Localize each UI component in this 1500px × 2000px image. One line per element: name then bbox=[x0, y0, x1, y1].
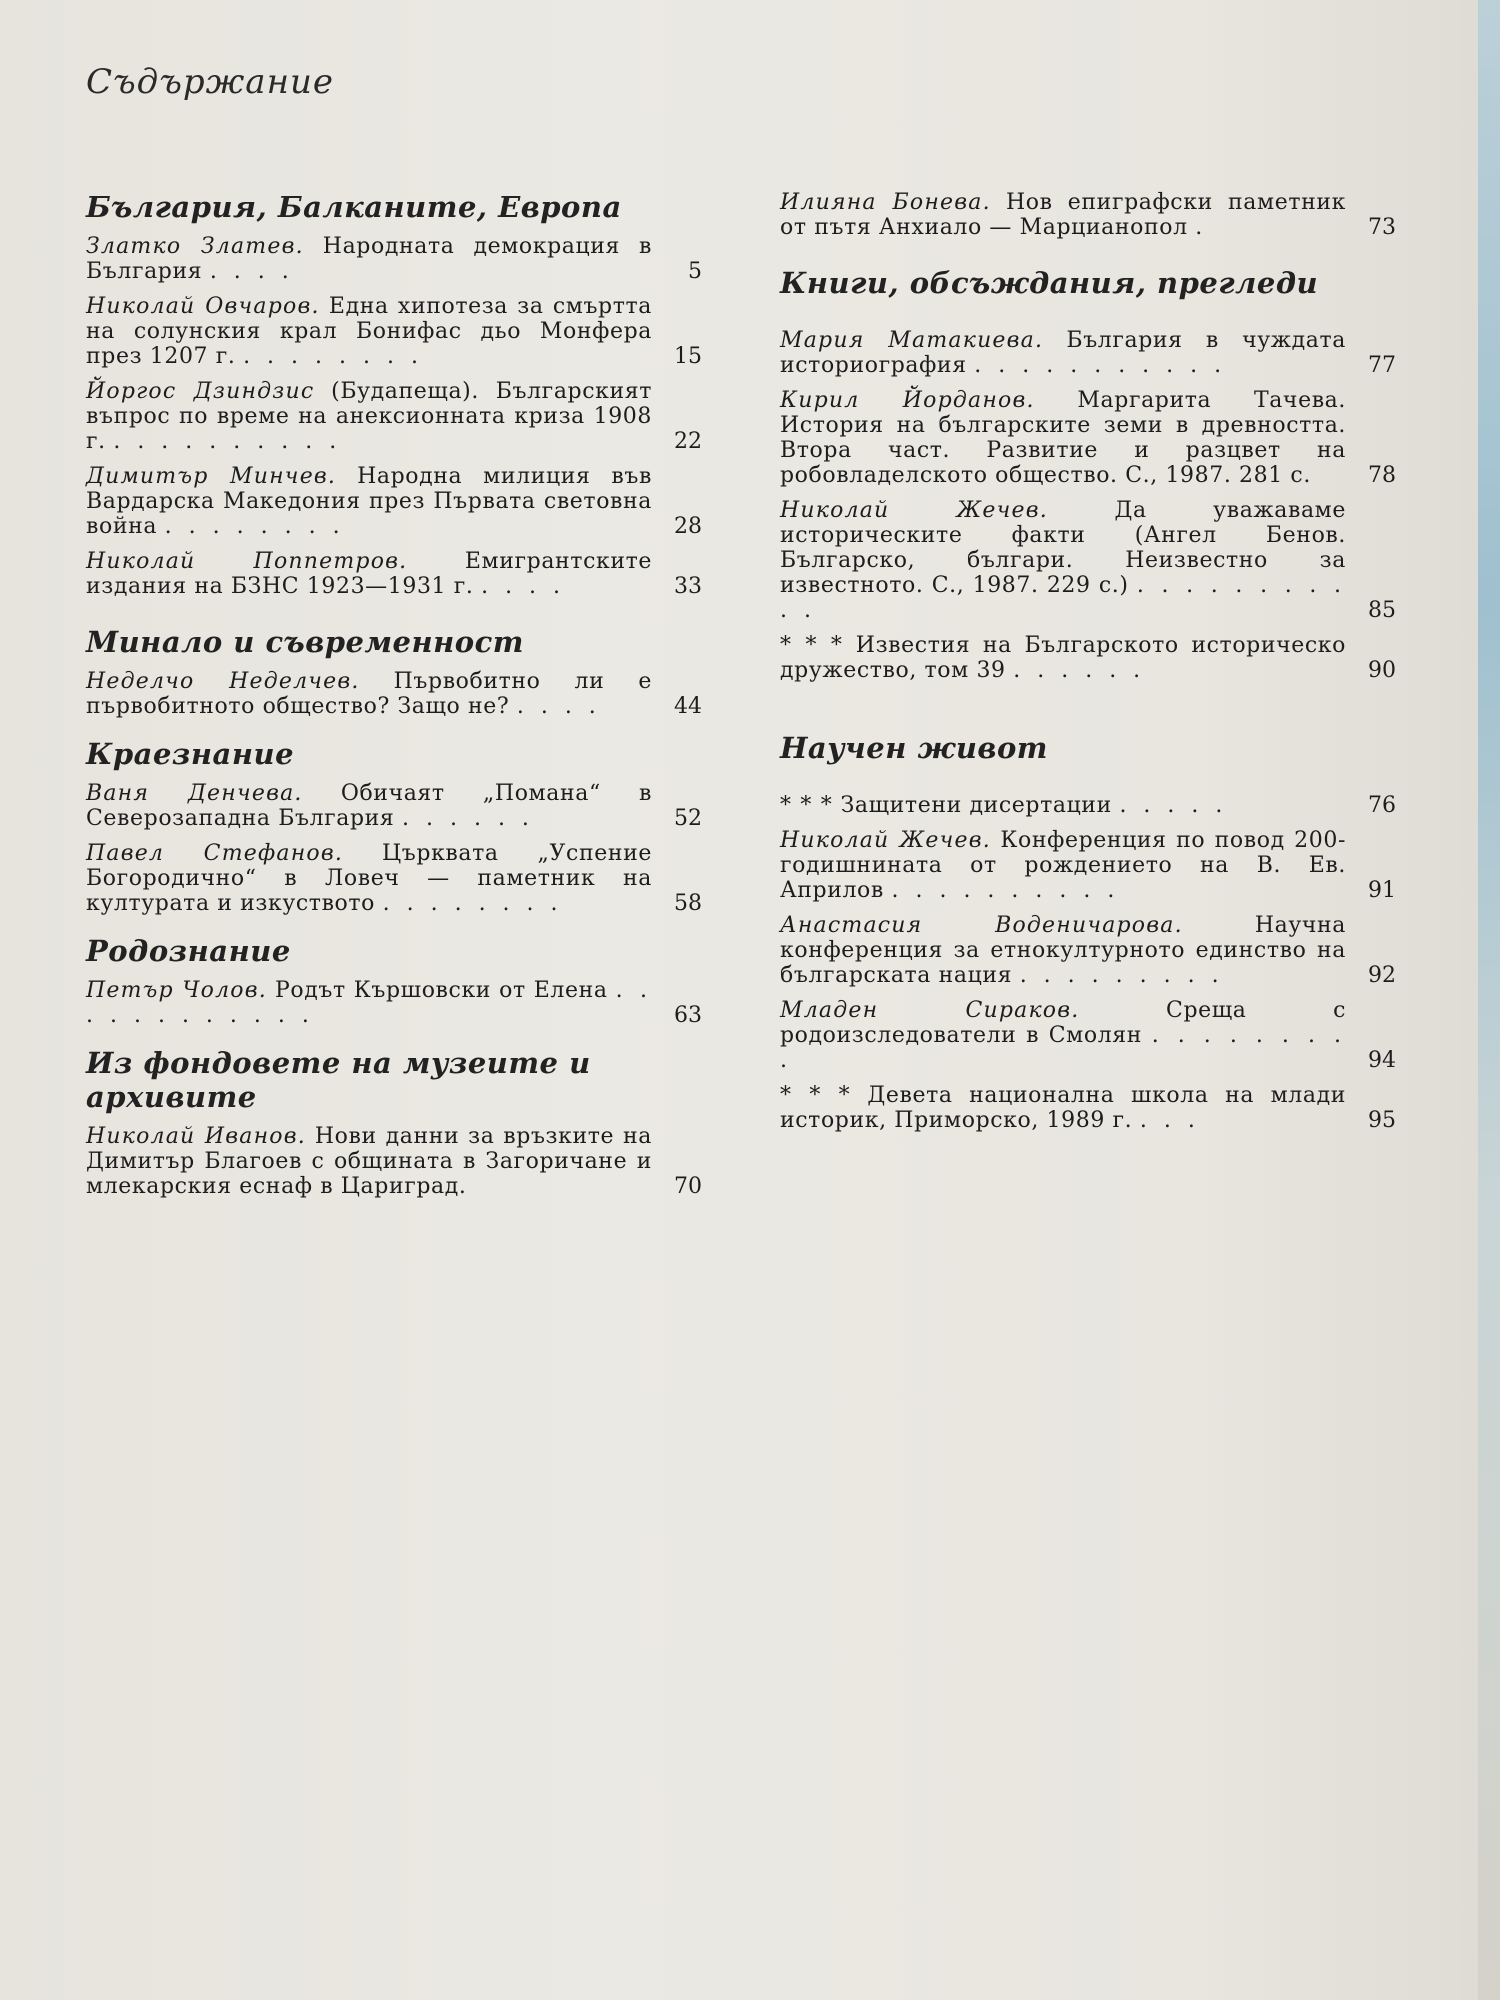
entry-title: Защитени дисертации bbox=[840, 793, 1112, 818]
toc-entry: Николай Жечев. Конференция по повод 200-годишнината от рождението на В. Ев. Априлов . . . . . . . . . . 91 bbox=[780, 828, 1396, 903]
entry-author: Димитър Минчев. bbox=[86, 464, 337, 489]
entry-page: 76 bbox=[1368, 793, 1396, 818]
section-heading: Научен живот bbox=[780, 731, 1048, 765]
toc-entry: Златко Златев. Народната демокрация в България . . . . 5 bbox=[86, 234, 702, 284]
section-heading: България, Балканите, Европа bbox=[86, 190, 622, 224]
entry-page: 94 bbox=[1368, 1048, 1396, 1073]
entry-title: Народната демокрация в България bbox=[86, 234, 652, 284]
entry-author: * * * bbox=[780, 633, 844, 658]
toc-entry: * * * Известия на Българското историческо дружество, том 39 . . . . . . 90 bbox=[780, 633, 1396, 683]
entry-author: Мария Матакиева. bbox=[780, 328, 1044, 353]
entry-author: Николай Иванов. bbox=[86, 1124, 306, 1149]
toc-entry bbox=[86, 1124, 702, 1199]
entry-page: 22 bbox=[674, 429, 702, 454]
toc-entry: Николай Поппетров. Емигрантските издания на БЗНС 1923—1931 г. . . . . 33 bbox=[86, 549, 702, 599]
entry-title: Девета национална школа на млади историк, Приморско, 1989 г. bbox=[780, 1083, 1346, 1133]
entry-page: 44 bbox=[674, 694, 702, 719]
toc-entry: Младен Сираков. Среща с родоизследователи в Смолян . . . . . . . . . 94 bbox=[780, 998, 1396, 1073]
entry-title: Една хипотеза за смъртта на солунския крал Бонифас дьо Монфера през 1207 г. bbox=[86, 294, 653, 369]
entry-title: Маргарита Тачева. История на българските земи в древността. Втора част. Развитие и разцвет на робовладелското общество. С., 1987. 281 с. bbox=[780, 388, 1346, 488]
toc-entry: Неделчо Неделчев. Първобитно ли е първобитното общество? Защо не? . . . . 44 bbox=[86, 669, 702, 719]
entry-page: 77 bbox=[1368, 353, 1396, 378]
book-edge bbox=[1478, 0, 1500, 2000]
entry-title: Конференция по повод 200-годишнината от рождението на В. Ев. Априлов bbox=[780, 828, 1346, 903]
toc-entry: * * * Защитени дисертации . . . . . 76 bbox=[780, 793, 1396, 818]
entry-title: Народна милиция във Вардарска Македония през Първата световна война bbox=[86, 464, 652, 539]
toc-entry: Николай Жечев. Да уважаваме историческите факти (Ангел Бенов. Българско, българи. Неизвестно за известното. С., 1987. 229 с.) . . . . . . . . . . . 85 bbox=[780, 498, 1396, 623]
entry-author: Младен Сираков. bbox=[780, 998, 1080, 1023]
entry-author: Анастасия Воденичарова. bbox=[780, 913, 1183, 938]
entry-title: Нов епиграфски паметник от пътя Анхиало — Марцианопол bbox=[780, 190, 1346, 240]
entry-page: 33 bbox=[674, 574, 702, 599]
section-heading: Книги, обсъждания, прегледи bbox=[780, 266, 1319, 300]
entry-page: 63 bbox=[674, 1003, 702, 1028]
entry-author: Павел Стефанов. bbox=[86, 841, 344, 866]
entry-author: Николай Жечев. bbox=[780, 498, 1048, 523]
toc-entry: Ваня Денчева. Обичаят „Помана“ в Северозападна България . . . . . . 52 bbox=[86, 781, 702, 831]
entry-page: 90 bbox=[1368, 658, 1396, 683]
entry-author: * * * bbox=[780, 793, 833, 818]
toc-entry: Йоргос Дзиндзис (Будапеща). Българският въпрос по време на анексионната криза 1908 г. . . . . . . . . . . 22 bbox=[86, 379, 702, 454]
entry-author: Николай Поппетров. bbox=[86, 549, 408, 574]
entry-title: Нови данни за връзките на Димитър Благоев с общината в Загоричане и млекарския еснаф в Цариград. bbox=[86, 1124, 652, 1199]
entry-page: 95 bbox=[1368, 1108, 1396, 1133]
entry-author: Петър Чолов. bbox=[86, 978, 267, 1003]
entry-title: Известия на Българското историческо дружество, том 39 bbox=[780, 633, 1346, 683]
entry-title: Среща с родоизследователи в Смолян bbox=[780, 998, 1346, 1048]
section-heading: Минало и съвременност bbox=[86, 625, 524, 659]
entry-page: 70 bbox=[674, 1174, 702, 1199]
toc-entry: Николай Овчаров. Една хипотеза за смъртта на солунския крал Бонифас дьо Монфера през 1207 г. . . . . . . . . 15 bbox=[86, 294, 702, 369]
entry-author: * * * bbox=[780, 1083, 851, 1108]
entry-title: Да уважаваме историческите факти (Ангел Бенов. Българско, българи. Неизвестно за известното. С., 1987. 229 с.) bbox=[780, 498, 1346, 598]
toc-entry: Петър Чолов. Родът Кършовски от Елена . . . . . . . . . . . . 63 bbox=[86, 978, 702, 1028]
entry-author: Неделчо Неделчев. bbox=[86, 669, 360, 694]
toc-entry: Димитър Минчев. Народна милиция във Вардарска Македония през Първата световна война . . . . . . . . 28 bbox=[86, 464, 702, 539]
entry-author: Йоргос Дзиндзис bbox=[86, 379, 315, 404]
entry-title: (Будапеща). Българският въпрос по време на анексионната криза 1908 г. bbox=[86, 379, 652, 454]
entry-title: Емигрантските издания на БЗНС 1923—1931 г. bbox=[86, 549, 652, 599]
entry-title: Обичаят „Помана“ в Северозападна България bbox=[86, 781, 653, 831]
entry-page: 85 bbox=[1368, 598, 1396, 623]
entry-title: Научна конференция за етнокултурното единство на българската нация bbox=[780, 913, 1346, 988]
entry-page: 28 bbox=[674, 514, 702, 539]
entry-page: 15 bbox=[674, 344, 702, 369]
toc-entry: Мария Матакиева. България в чуждата историография . . . . . . . . . . . 77 bbox=[780, 328, 1396, 378]
section-heading: Родознание bbox=[86, 934, 291, 968]
page-title: Съдържание bbox=[86, 62, 334, 102]
entry-author: Илияна Бонева. bbox=[780, 190, 991, 215]
entry-title: Родът Кършовски от Елена bbox=[274, 978, 608, 1003]
entry-page: 5 bbox=[688, 259, 702, 284]
entry-author: Златко Златев. bbox=[86, 234, 304, 259]
section-heading: Краезнание bbox=[86, 737, 295, 771]
entry-page: 92 bbox=[1368, 963, 1396, 988]
toc-entry: Павел Стефанов. Църквата „Успение Богородично“ в Ловеч — паметник на културата и изкуството . . . . . . . . 58 bbox=[86, 841, 702, 916]
entry-title: Първобитно ли е първобитното общество? Защо не? bbox=[86, 669, 652, 719]
toc-left-column bbox=[86, 190, 702, 1199]
toc-entry: Илияна Бонева. Нов епиграфски паметник от пътя Анхиало — Марцианопол . 73 bbox=[780, 190, 1396, 240]
entry-author: Кирил Йорданов. bbox=[780, 388, 1035, 413]
toc-entry: Анастасия Воденичарова. Научна конференция за етнокултурното единство на българската нация . . . . . . . . . 92 bbox=[780, 913, 1396, 988]
toc-entry bbox=[780, 388, 1396, 488]
entry-page: 58 bbox=[674, 891, 702, 916]
toc-entry: * * * Девета национална школа на млади историк, Приморско, 1989 г. . . . 95 bbox=[780, 1083, 1396, 1133]
toc-right-column bbox=[780, 190, 1396, 1133]
section-heading: Из фондовете на музеите и архивите bbox=[86, 1046, 591, 1114]
entry-title: България в чуждата историография bbox=[780, 328, 1346, 378]
entry-title: Църквата „Успение Богородично“ в Ловеч — паметник на културата и изкуството bbox=[86, 841, 652, 916]
entry-page: 91 bbox=[1368, 878, 1396, 903]
entry-page: 52 bbox=[674, 806, 702, 831]
entry-author: Николай Жечев. bbox=[780, 828, 991, 853]
entry-author: Ваня Денчева. bbox=[86, 781, 303, 806]
entry-page: 73 bbox=[1368, 215, 1396, 240]
entry-author: Николай Овчаров. bbox=[86, 294, 320, 319]
entry-page: 78 bbox=[1368, 463, 1396, 488]
